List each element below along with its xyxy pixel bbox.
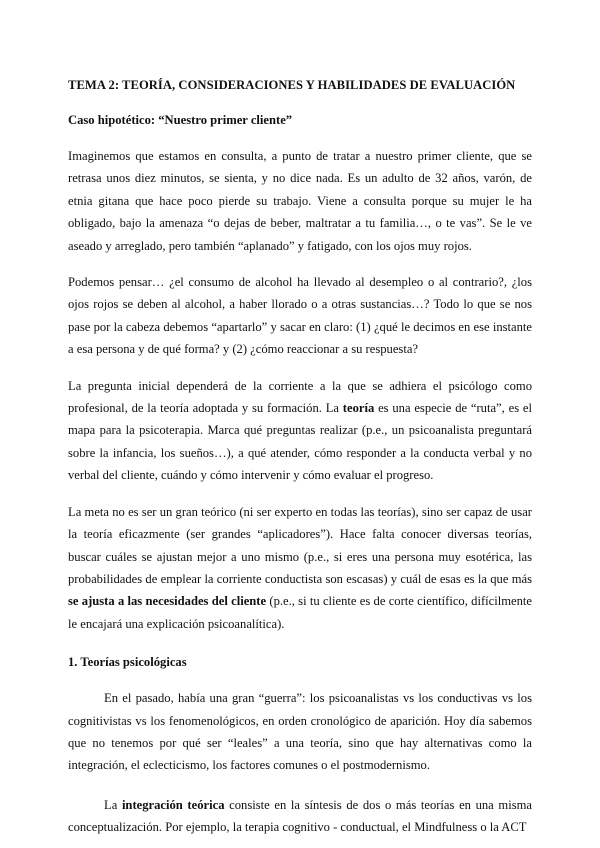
text-span: es una especie de “ruta”, es el mapa para la psicoterapia. Marca qué preguntas realizar (p.e., un psicoanalista preguntará sobre la infancia, los sueños…), a qué atender, cómo responder a la conducta verbal y no verbal del cliente, cuándo y cómo intervenir y cómo evaluar el progreso. [68,401,532,483]
text-span: consiste en la síntesis de dos o más teorías en una misma conceptualización. Por ejemplo, la terapia cognitivo - conductual, el Mindfulness o la ACT [68,797,532,835]
paragraph-goal [68,501,532,635]
paragraph-theoretical-integration [68,794,532,839]
case-title: Caso hipotético: “Nuestro primer cliente” [68,113,293,127]
text-span: La meta no es ser un gran teórico (ni ser experto en todas las teorías), sino ser capaz de usar la teoría eficazmente (ser grandes “aplicadores”). Hace falta conocer diversas teorías, buscar cuáles se ajustan mejor a uno mismo (p.e., si eres una persona muy esotérica, las probabilidades de emplear la corriente conductista son escasas) y cuál de esas es la que más [68,504,532,586]
bold-term-teoria: teoría [342,401,375,416]
bold-phrase-client-needs: se ajusta a las necesidades del cliente [68,594,267,609]
text-span: La [104,797,122,812]
text-span: La pregunta inicial dependerá de la corriente a la que se adhiera el psicólogo como profesional, de la teoría adoptada y su formación. La [68,378,532,416]
bold-term-integracion-teorica: integración teórica [121,797,225,812]
paragraph-case-description: Imaginemos que estamos en consulta, a punto de tratar a nuestro primer cliente, que se retrasa unos diez minutos, se sienta, y no dice nada. Es un adulto de 32 años, varón, de etnia gitana que hace poco pierde su trabajo. Viene a consulta porque su mujer le ha obligado, bajo la amenaza “o dejas de beber, maltratar a tu familia…, o te vas”. Se le ve aseado y arreglado, pero también “aplanado” y fatigado, con los ojos muy rojos. [68,149,532,253]
paragraph-initial-thoughts: Podemos pensar… ¿el consumo de alcohol ha llevado al desempleo o al contrario?, ¿los ojos rojos se deben al alcohol, a haber llorado o a otras sustancias…? Todo lo que se nos pase por la cabeza debemos “apartarlo” y sacar en claro: (1) ¿qué le decimos en ese instante a esa persona y de qué forma? y (2) ¿cómo reaccionar a su respuesta? [68,275,532,357]
document-title: TEMA 2: TEORÍA, CONSIDERACIONES Y HABILIDADES DE EVALUACIÓN [68,78,516,92]
text-span: (p.e., si tu cliente es de corte científico, difícilmente le encajará una explicación psicoanalítica). [68,594,532,631]
section-heading-psychological-theories: 1. Teorías psicológicas [68,655,187,670]
paragraph-theory-war: En el pasado, había una gran “guerra”: los psicoanalistas vs los conductivas vs los cognitivistas vs los fenomenológicos, en orden cronológico de aparición. Hoy día sabemos que no tenemos por qué ser “leales” a una teoría, sino que hay alternativas como la integración, el eclecticismo, los factores comunes o el postmodernismo. [68,691,532,773]
document-body [68,78,532,839]
paragraph-theory-role [68,375,532,487]
